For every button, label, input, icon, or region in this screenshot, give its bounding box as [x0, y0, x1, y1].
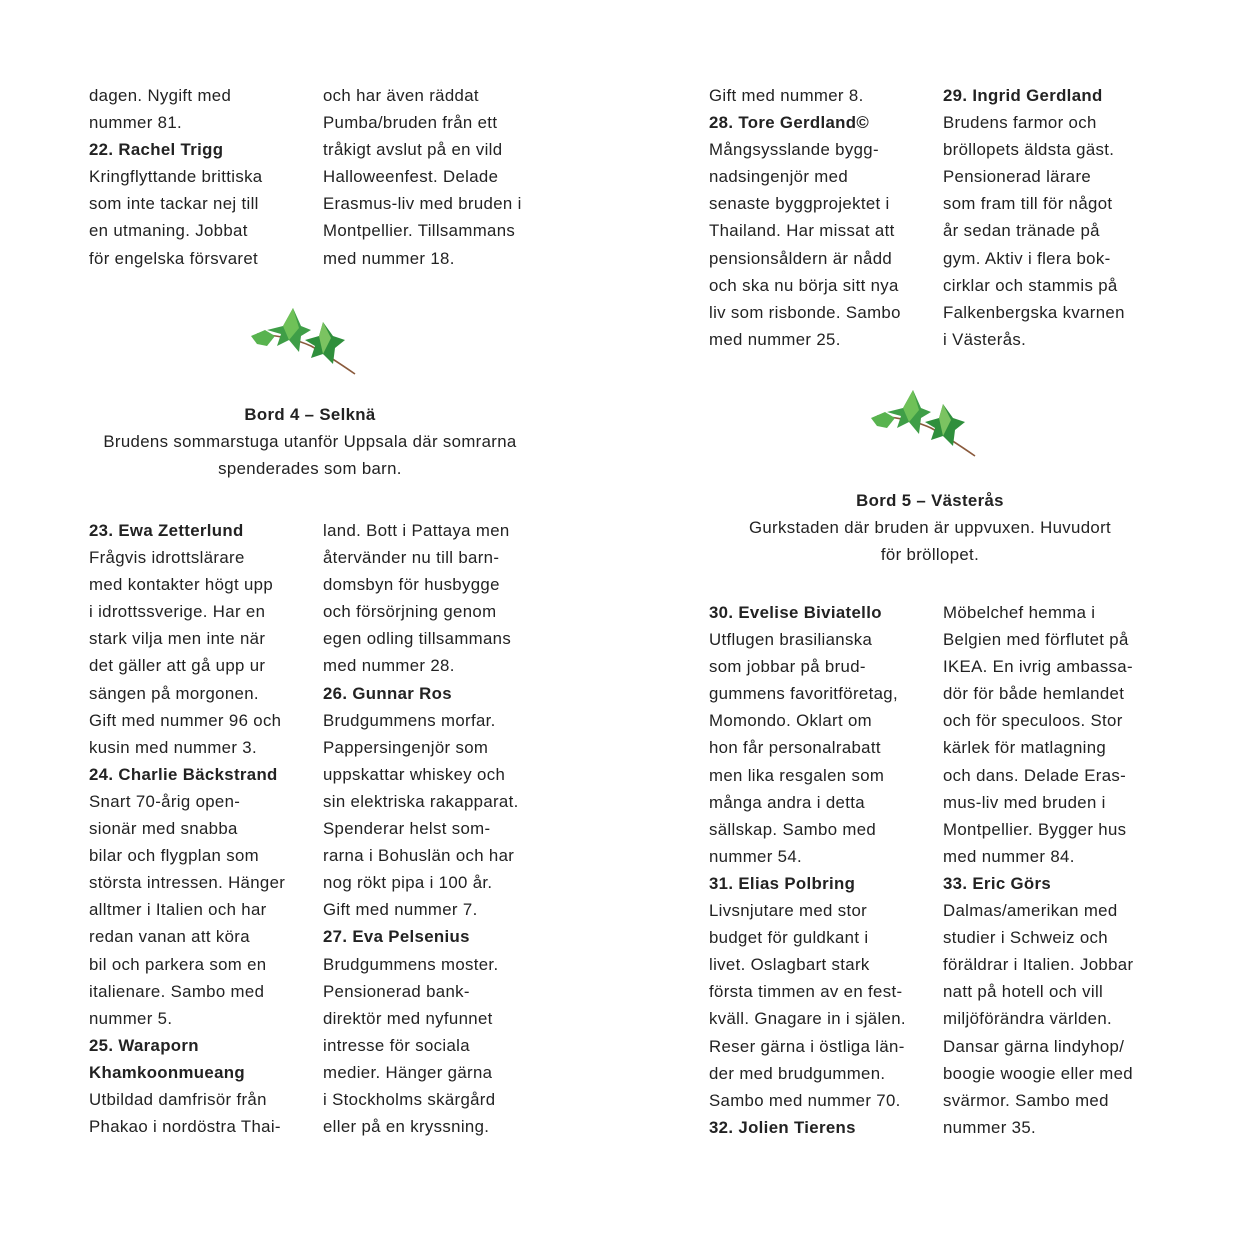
text-line: Pappersingenjör som [323, 737, 489, 757]
text-line: Momondo. Oklart om [709, 711, 872, 731]
text-line: Falkenbergska kvarnen [943, 302, 1125, 322]
guest-name: 31. Elias Polbring [709, 873, 856, 893]
text-line: livet. Oslagbart stark [709, 955, 870, 975]
text-line: som jobbar på brud- [709, 657, 866, 677]
guest-name: 33. Eric Görs [943, 873, 1052, 893]
right-bottom-column-2 [943, 599, 1133, 1141]
text-line: det gäller att gå upp ur [89, 656, 266, 676]
table-5-heading [706, 487, 1154, 568]
table-4-heading [86, 401, 534, 482]
text-line: Montpellier. Tillsammans [323, 221, 516, 241]
text-line: italienare. Sambo med [89, 981, 265, 1001]
left-top-column-2 [323, 82, 522, 272]
text-line: egen odling tillsammans [323, 629, 512, 649]
text-line: bilar och flygplan som [89, 846, 259, 866]
left-top-column-1 [89, 82, 263, 272]
text-line: Reser gärna i östliga län- [709, 1036, 905, 1056]
text-line: men lika resgalen som [709, 765, 885, 785]
text-line: nummer 81. [89, 113, 183, 133]
ivy-leaf-icon [869, 388, 981, 460]
text-line: Brudgummens moster. [323, 954, 499, 974]
text-line: miljöförändra världen. [943, 1009, 1113, 1029]
guest-name: 24. Charlie Bäckstrand [89, 764, 278, 784]
text-line: Phakao i nordöstra Thai- [89, 1117, 281, 1137]
text-line: tråkigt avslut på en vild [323, 140, 503, 160]
text-line: bröllopets äldsta gäst. [943, 140, 1115, 160]
text-line: Sambo med nummer 70. [709, 1090, 901, 1110]
text-line: Erasmus-liv med bruden i [323, 194, 522, 214]
text-line: stark vilja men inte när [89, 629, 266, 649]
text-line: Brudens farmor och [943, 113, 1097, 133]
text-line: som inte tackar nej till [89, 194, 259, 214]
text-line: Gift med nummer 8. [709, 86, 864, 105]
text-line: Gift med nummer 96 och [89, 710, 282, 730]
text-line: budget för guldkant i [709, 928, 869, 948]
text-line: mus-liv med bruden i [943, 792, 1106, 812]
guest-name: 30. Evelise Biviatello [709, 603, 882, 622]
text-line: Thailand. Har missat att [709, 221, 895, 241]
right-top-column-1 [709, 82, 901, 353]
text-line: redan vanan att köra [89, 927, 250, 947]
guest-name: 22. Rachel Trigg [89, 140, 224, 160]
text-line: IKEA. En ivrig ambassa- [943, 657, 1133, 677]
text-line: och har även räddat [323, 86, 479, 105]
text-line: föräldrar i Italien. Jobbar [943, 955, 1134, 975]
text-line: Gift med nummer 7. [323, 900, 478, 920]
text-line: bil och parkera som en [89, 954, 267, 974]
text-line: uppskattar whiskey och [323, 764, 506, 784]
text-line: gym. Aktiv i flera bok- [943, 248, 1111, 268]
text-line: återvänder nu till barn- [323, 548, 500, 568]
text-line: alltmer i Italien och har [89, 900, 267, 920]
guest-name: Khamkoonmueang [89, 1062, 245, 1082]
text-line: år sedan tränade på [943, 221, 1100, 241]
text-line: liv som risbonde. Sambo [709, 302, 901, 322]
text-line: med nummer 18. [323, 248, 455, 268]
text-line: kusin med nummer 3. [89, 737, 257, 757]
text-line: Belgien med förflutet på [943, 630, 1129, 650]
text-line: boogie woogie eller med [943, 1063, 1133, 1083]
text-line: Pensionerad lärare [943, 167, 1092, 187]
text-line: dör för både hemlandet [943, 684, 1125, 704]
text-line: Snart 70-årig open- [89, 791, 241, 811]
text-line: nadsingenjör med [709, 167, 849, 187]
text-line: Utbildad damfrisör från [89, 1089, 267, 1109]
text-line: med nummer 25. [709, 329, 841, 349]
text-line: som fram till för något [943, 194, 1113, 214]
text-line: första timmen av en fest- [709, 982, 903, 1002]
text-line: studier i Schweiz och [943, 928, 1108, 948]
text-line: Utflugen brasilianska [709, 630, 873, 650]
text-line: rarna i Bohuslän och har [323, 846, 515, 866]
text-line: der med brudgummen. [709, 1063, 886, 1083]
text-line: hon får personalrabatt [709, 738, 881, 758]
text-line: natt på hotell och vill [943, 982, 1104, 1002]
text-line: i Västerås. [943, 329, 1027, 349]
text-line: eller på en kryssning. [323, 1117, 490, 1137]
guest-name: 29. Ingrid Gerdland [943, 86, 1103, 105]
guest-name: 26. Gunnar Ros [323, 683, 452, 703]
text-line: sin elektriska rakapparat. [323, 791, 519, 811]
text-line: gummens favoritföretag, [709, 684, 898, 704]
text-line: senaste byggprojektet i [709, 194, 890, 214]
text-line: Möbelchef hemma i [943, 603, 1096, 622]
right-top-column-2 [943, 82, 1125, 353]
guest-name: 28. Tore Gerdland© [709, 113, 870, 133]
text-line: i idrottssverige. Har en [89, 602, 266, 622]
text-line: Mångsysslande bygg- [709, 140, 879, 160]
text-line: Frågvis idrottslärare [89, 548, 245, 568]
text-line: med kontakter högt upp [89, 575, 274, 595]
table-5-title: Bord 5 – Västerås [856, 491, 1004, 510]
text-line: kärlek för matlagning [943, 738, 1107, 758]
text-line: sängen på morgonen. [89, 683, 259, 703]
text-line: för engelska försvaret [89, 248, 259, 268]
right-bottom-column-1 [709, 599, 906, 1141]
text-line: medier. Hänger gärna [323, 1062, 493, 1082]
text-line: nog rökt pipa i 100 år. [323, 873, 493, 893]
left-bottom-column-2 [323, 517, 519, 1140]
text-line: Brudgummens morfar. [323, 710, 496, 730]
text-line: intresse för sociala [323, 1035, 470, 1055]
text-line: Kringflyttande brittiska [89, 167, 263, 187]
text-line: Dansar gärna lindyhop/ [943, 1036, 1125, 1056]
text-line: och för speculoos. Stor [943, 711, 1123, 731]
text-line: cirklar och stammis på [943, 275, 1118, 295]
table-5-description-line-1: Gurkstaden där bruden är uppvuxen. Huvudort [748, 518, 1112, 538]
text-line: dagen. Nygift med [89, 86, 232, 105]
text-line: i Stockholms skärgård [323, 1089, 496, 1109]
table-4-title: Bord 4 – Selknä [244, 405, 376, 424]
text-line: nummer 5. [89, 1008, 173, 1028]
guest-name: 25. Waraporn [89, 1035, 199, 1055]
text-line: sionär med snabba [89, 819, 238, 839]
text-line: pensionsåldern är nådd [709, 248, 893, 268]
text-line: Spenderar helst som- [323, 819, 491, 839]
text-line: Halloweenfest. Delade [323, 167, 499, 187]
left-bottom-column-1 [89, 517, 285, 1140]
guest-name: 32. Jolien Tierens [709, 1117, 856, 1137]
text-line: Pumba/bruden från ett [323, 113, 498, 133]
text-line: många andra i detta [709, 792, 865, 812]
text-line: land. Bott i Pattaya men [323, 521, 510, 540]
text-line: domsbyn för husbygge [323, 575, 500, 595]
text-line: nummer 35. [943, 1117, 1037, 1137]
table-5-description-line-2: för bröllopet. [880, 545, 980, 565]
text-line: och försörjning genom [323, 602, 497, 622]
text-line: sällskap. Sambo med [709, 819, 877, 839]
table-4-description-line-2: spenderades som barn. [218, 459, 402, 479]
text-line: direktör med nyfunnet [323, 1008, 493, 1028]
guest-name: 27. Eva Pelsenius [323, 927, 470, 947]
text-line: Pensionerad bank- [323, 981, 470, 1001]
text-line: nummer 54. [709, 846, 803, 866]
text-line: Livsnjutare med stor [709, 901, 868, 921]
table-4-description-line-1: Brudens sommarstuga utanför Uppsala där somrarna [103, 432, 517, 452]
text-line: och dans. Delade Eras- [943, 765, 1127, 785]
text-line: Dalmas/amerikan med [943, 901, 1118, 921]
text-line: Montpellier. Bygger hus [943, 819, 1127, 839]
text-line: med nummer 84. [943, 846, 1075, 866]
text-line: och ska nu börja sitt nya [709, 275, 899, 295]
text-line: största intressen. Hänger [89, 873, 286, 893]
text-line: kväll. Gnagare in i själen. [709, 1009, 906, 1029]
ivy-leaf-icon [249, 306, 361, 378]
text-line: svärmor. Sambo med [943, 1090, 1109, 1110]
text-line: med nummer 28. [323, 656, 455, 676]
guest-name: 23. Ewa Zetterlund [89, 521, 244, 540]
text-line: en utmaning. Jobbat [89, 221, 248, 241]
